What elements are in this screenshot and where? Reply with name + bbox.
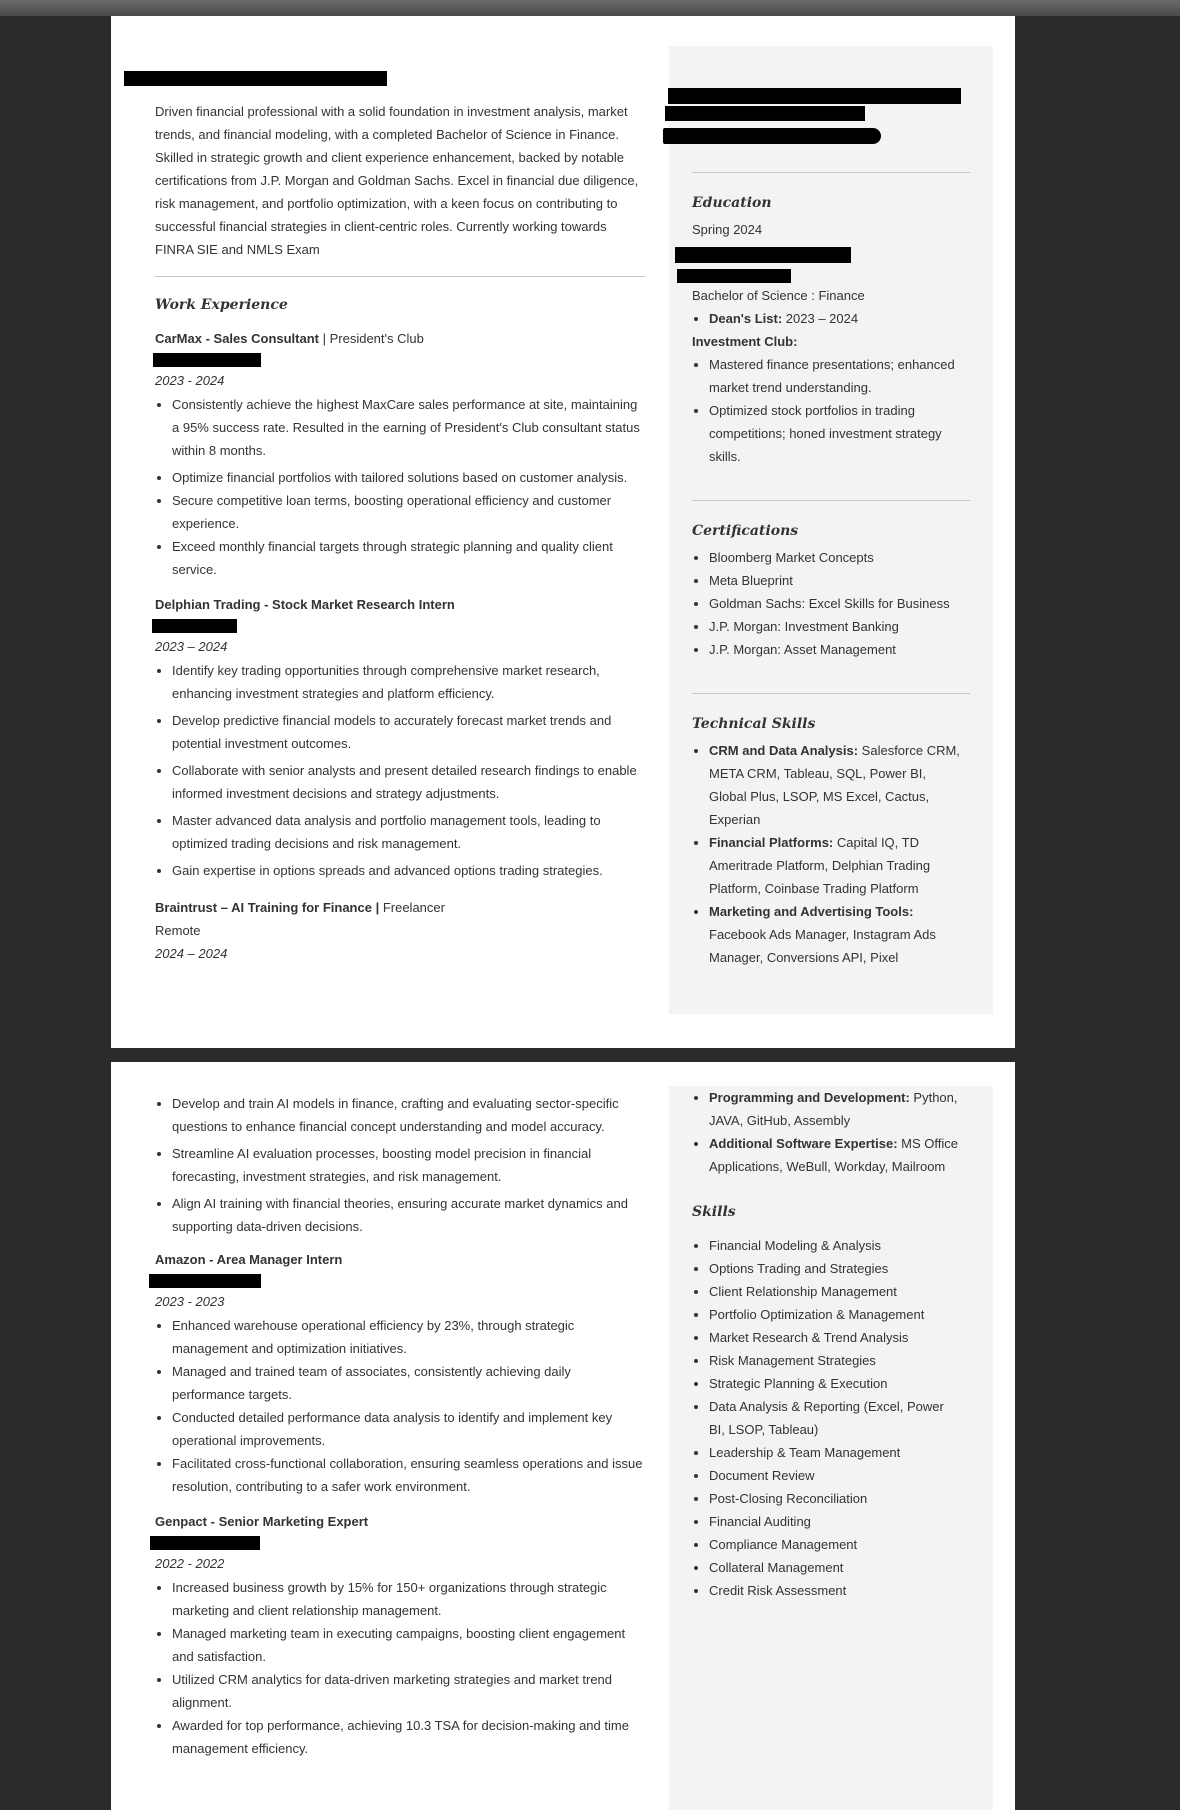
list-item: • Post-Closing Reconciliation (709, 1487, 962, 1510)
list-item: • J.P. Morgan: Investment Banking (709, 615, 962, 638)
job-dates: 2024 – 2024 (155, 946, 228, 961)
redacted-school-location (677, 269, 791, 283)
list-item: • Marketing and Advertising Tools: Facebook Ads Manager, Instagram Ads Manager, Conversions API, Pixel (709, 900, 962, 969)
summary-text: Driven financial professional with a solid foundation in investment analysis, market trends, and financial modeling, with a completed Bachelor of Science in Finance. Skilled in strategic growth and client experience enhancement, backed by notable certifications from J.P. Morgan and Goldman Sachs. Excel in financial due diligence, risk management, and portfolio optimization, with a keen focus on contributing to successful financial strategies in client-centric roles. Currently working towards FINRA SIE and NMLS Exam (155, 104, 639, 257)
job-dates: 2023 - 2024 (155, 373, 225, 388)
list-item: • CRM and Data Analysis: Salesforce CRM, META CRM, Tableau, SQL, Power BI, Global Plus, LSOP, MS Excel, Cactus, Experian (709, 739, 962, 831)
list-item: • Financial Modeling & Analysis (709, 1234, 962, 1257)
divider (692, 172, 970, 173)
list-item: • Gain expertise in options spreads and advanced options trading strategies. (172, 859, 643, 882)
investment-club-label: Investment Club: (692, 334, 798, 349)
list-item: • Secure competitive loan terms, boosting operational efficiency and customer experience. (172, 489, 643, 535)
list-item: • Utilized CRM analytics for data-driven marketing strategies and market trend alignment. (172, 1668, 643, 1714)
list-item: • Mastered finance presentations; enhanced market trend understanding. (709, 353, 962, 399)
education-degree: Bachelor of Science : Finance (692, 288, 865, 303)
list-item: • Consistently achieve the highest MaxCare sales performance at site, maintaining a 95% success rate. Resulted in the earning of President's Club consultant status within 8 months. (172, 393, 643, 462)
list-item: • Awarded for top performance, achieving 10.3 TSA for decision-making and time management efficiency. (172, 1714, 643, 1760)
list-item: • Collaborate with senior analysts and present detailed research findings to enable informed investment decisions and strategy adjustments. (172, 759, 643, 805)
deans-list-item: • Dean's List: 2023 – 2024 (709, 307, 962, 330)
list-item: • Develop predictive financial models to accurately forecast market trends and potential investment outcomes. (172, 709, 643, 755)
list-item: • Credit Risk Assessment (709, 1579, 962, 1602)
list-item: • Managed marketing team in executing campaigns, boosting client engagement and satisfaction. (172, 1622, 643, 1668)
list-item: • Optimized stock portfolios in trading competitions; honed investment strategy skills. (709, 399, 962, 468)
job-dates: 2023 – 2024 (155, 639, 228, 654)
list-item: • Exceed monthly financial targets through strategic planning and quality client service. (172, 535, 643, 581)
list-item: • Enhanced warehouse operational efficiency by 23%, through strategic management and optimization initiatives. (172, 1314, 643, 1360)
list-item: • Document Review (709, 1464, 962, 1487)
divider (692, 500, 970, 501)
resume-page-1 (111, 16, 1015, 1048)
list-item: • Additional Software Expertise: MS Office Applications, WeBull, Workday, Mailroom (709, 1132, 962, 1178)
list-item: • Conducted detailed performance data analysis to identify and implement key operational improvements. (172, 1406, 643, 1452)
redacted-contact-line-2 (665, 106, 865, 121)
list-item: • Strategic Planning & Execution (709, 1372, 962, 1395)
list-item: • Facilitated cross-functional collaboration, ensuring seamless operations and issue resolution, contributing to a safer work environment. (172, 1452, 643, 1498)
job-delphian (155, 595, 643, 882)
resume-page-2 (111, 1062, 1015, 1810)
list-item: • Streamline AI evaluation processes, boosting model precision in financial forecasting, investment strategies, and risk management. (172, 1142, 643, 1188)
job-amazon (155, 1250, 643, 1498)
list-item: • Collateral Management (709, 1556, 962, 1579)
list-item: • Risk Management Strategies (709, 1349, 962, 1372)
redacted-location (153, 353, 261, 367)
list-item: • Financial Platforms: Capital IQ, TD Ameritrade Platform, Delphian Trading Platform, Coinbase Trading Platform (709, 831, 962, 900)
job-carmax (155, 329, 643, 581)
job-title: Amazon - Area Manager Intern (155, 1252, 343, 1267)
job-dates: 2022 - 2022 (155, 1556, 225, 1571)
list-item: • Master advanced data analysis and portfolio management tools, leading to optimized trading decisions and risk management. (172, 809, 643, 855)
list-item: • Financial Auditing (709, 1510, 962, 1533)
list-item: • Portfolio Optimization & Management (709, 1303, 962, 1326)
job-location: Remote (155, 923, 201, 938)
education-term: Spring 2024 (692, 222, 763, 237)
list-item: • Align AI training with financial theories, ensuring accurate market dynamics and supporting data-driven decisions. (172, 1192, 643, 1238)
list-item: • Data Analysis & Reporting (Excel, Power BI, LSOP, Tableau) (709, 1395, 962, 1441)
work-experience-heading: Work Experience (155, 297, 288, 313)
redacted-school (675, 247, 851, 263)
job-title: Braintrust – AI Training for Finance | Freelancer (155, 900, 445, 915)
list-item: • Compliance Management (709, 1533, 962, 1556)
list-item: • Develop and train AI models in finance, crafting and evaluating sector-specific questions to enhance financial concept understanding and model accuracy. (172, 1092, 643, 1138)
certifications-heading: Certifications (692, 523, 799, 539)
job-genpact (155, 1512, 643, 1760)
redacted-name (124, 71, 387, 86)
job-dates: 2023 - 2023 (155, 1294, 225, 1309)
redacted-contact-line-3 (663, 128, 881, 144)
redacted-location (149, 1274, 261, 1288)
list-item: • Goldman Sachs: Excel Skills for Business (709, 592, 962, 615)
list-item: • Increased business growth by 15% for 150+ organizations through strategic marketing and client relationship management. (172, 1576, 643, 1622)
list-item: • Leadership & Team Management (709, 1441, 962, 1464)
redacted-location (150, 1536, 260, 1550)
job-title: CarMax - Sales Consultant | President's Club (155, 331, 424, 346)
viewer-top-bar (0, 0, 1180, 16)
redacted-contact-line-1 (668, 88, 961, 104)
list-item: • Managed and trained team of associates, consistently achieving daily performance targets. (172, 1360, 643, 1406)
list-item: • Programming and Development: Python, JAVA, GitHub, Assembly (709, 1086, 962, 1132)
technical-skills-heading: Technical Skills (692, 716, 816, 732)
list-item: • Optimize financial portfolios with tailored solutions based on customer analysis. (172, 466, 643, 489)
education-heading: Education (692, 195, 772, 211)
list-item: • Market Research & Trend Analysis (709, 1326, 962, 1349)
skills-heading: Skills (692, 1204, 736, 1220)
list-item: • Meta Blueprint (709, 569, 962, 592)
divider (155, 276, 645, 277)
list-item: • Bloomberg Market Concepts (709, 546, 962, 569)
job-title: Delphian Trading - Stock Market Research Intern (155, 597, 455, 612)
redacted-location (152, 619, 237, 633)
job-braintrust (155, 898, 643, 964)
list-item: • J.P. Morgan: Asset Management (709, 638, 962, 661)
job-title: Genpact - Senior Marketing Expert (155, 1514, 369, 1529)
divider (692, 693, 970, 694)
list-item: • Identify key trading opportunities through comprehensive market research, enhancing investment strategies and platform efficiency. (172, 659, 643, 705)
list-item: • Options Trading and Strategies (709, 1257, 962, 1280)
list-item: • Client Relationship Management (709, 1280, 962, 1303)
